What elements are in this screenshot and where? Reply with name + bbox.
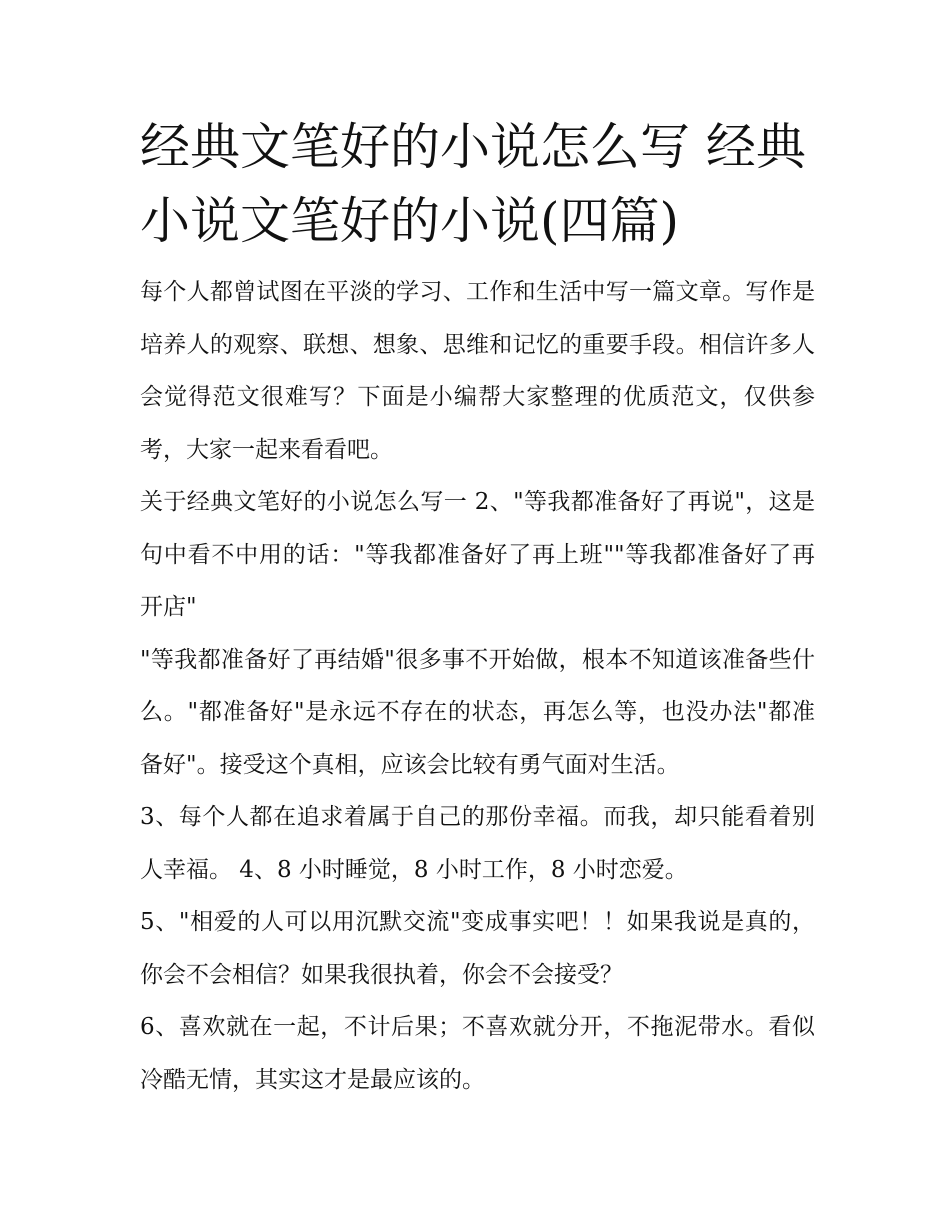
document-title: 经典文笔好的小说怎么写 经典小说文笔好的小说(四篇) bbox=[140, 118, 806, 250]
paragraph-item-2: 关于经典文笔好的小说怎么写一 2、"等我都准备好了再说"，这是句中看不中用的话："等我都准备好了再上班""等我都准备好了再开店" bbox=[140, 489, 815, 620]
paragraph-item-5: 5、"相爱的人可以用沉默交流"变成事实吧！！如果我说是真的，你会不会相信？如果我很执着，你会不会接受？ bbox=[140, 909, 815, 988]
paragraph-item-2-continued: "等我都准备好了再结婚"很多事不开始做，根本不知道该准备些什么。"都准备好"是永远不存在的状态，再怎么等，也没办法"都准备好"。接受这个真相，应该会比较有勇气面对生活。 bbox=[140, 646, 815, 778]
paragraph-item-6: 6、喜欢就在一起，不计后果；不喜欢就分开，不拖泥带水。看似冷酷无情，其实这才是最应该的。 bbox=[140, 1014, 815, 1093]
paragraph-intro: 每个人都曾试图在平淡的学习、工作和生活中写一篇文章。写作是培养人的观察、联想、想象、思维和记忆的重要手段。相信许多人会觉得范文很难写？下面是小编帮大家整理的优质范文，仅供参考，大家一起来看看吧。 bbox=[140, 279, 815, 463]
paragraph-items-3-4: 3、每个人都在追求着属于自己的那份幸福。而我，却只能看着别人幸福。 4、8 小时睡觉，8 小时工作，8 小时恋爱。 bbox=[140, 804, 815, 883]
document-page bbox=[140, 110, 815, 1106]
